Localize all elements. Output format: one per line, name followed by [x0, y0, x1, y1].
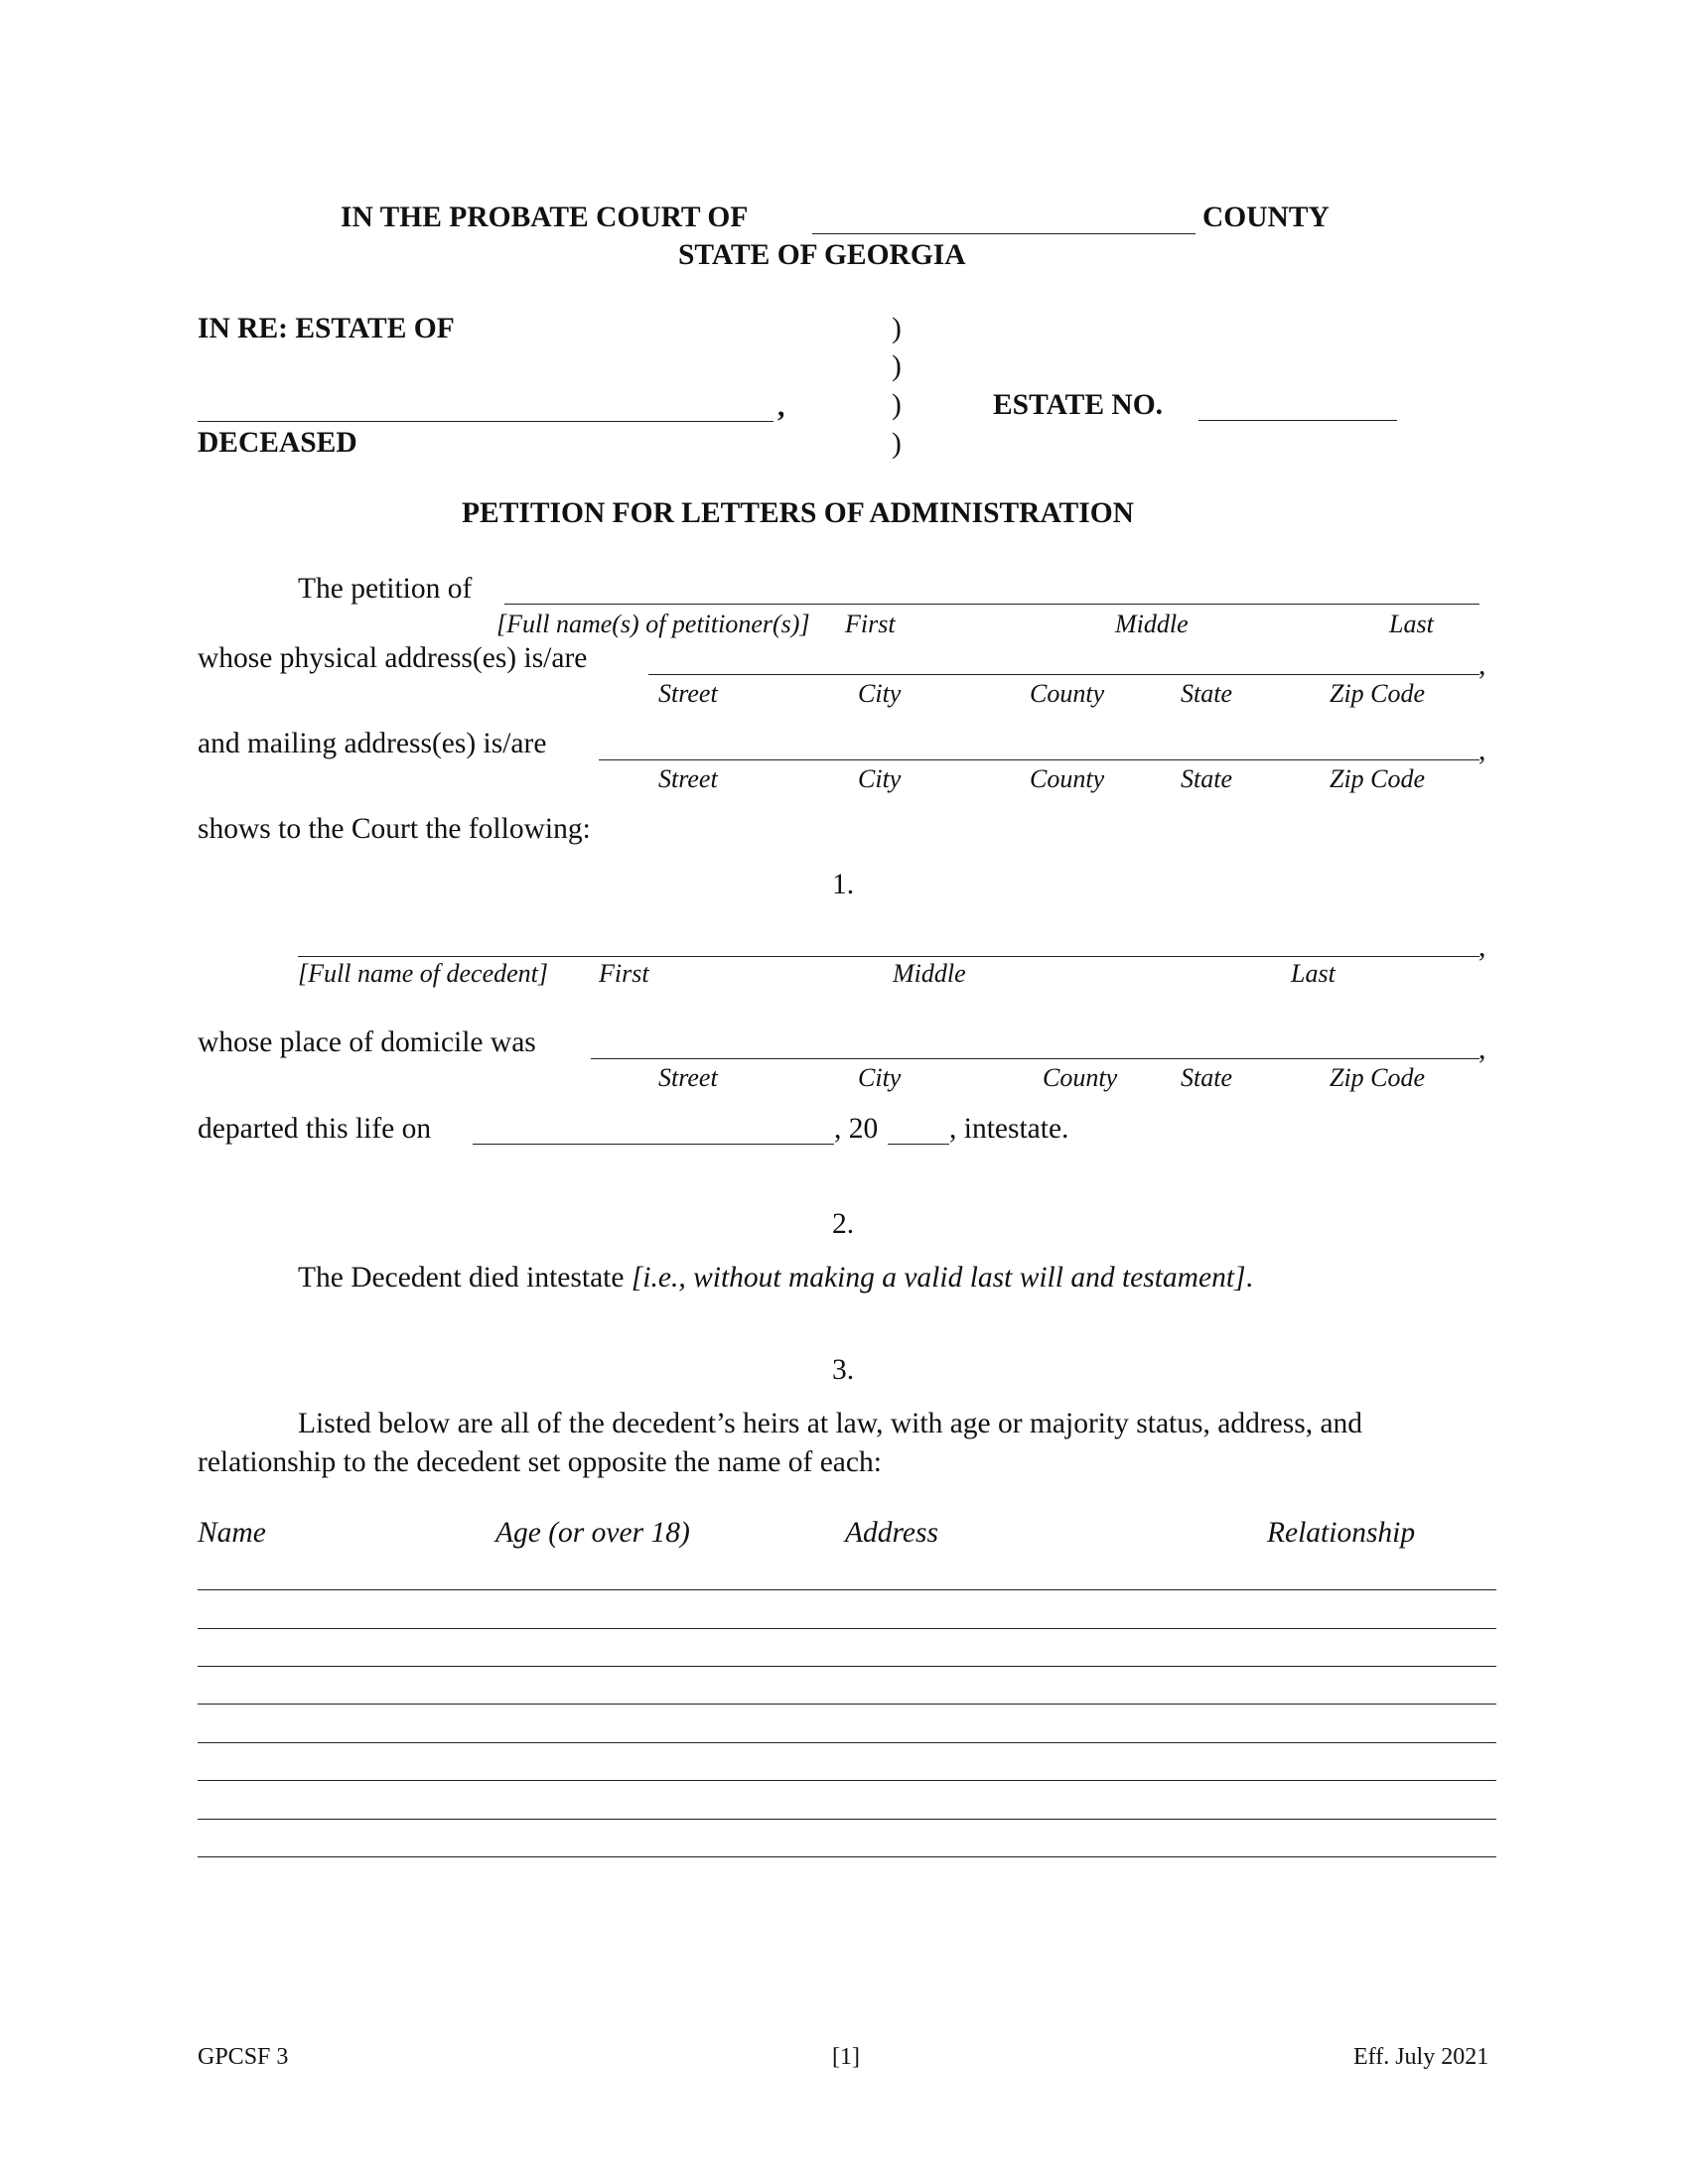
decedent-name-field[interactable]	[298, 956, 1479, 957]
estate-no-field[interactable]	[1198, 420, 1397, 421]
caption-comma: ,	[777, 391, 785, 423]
document-title: PETITION FOR LETTERS OF ADMINISTRATION	[462, 497, 1134, 529]
state-label: State	[1181, 1063, 1232, 1092]
street-label: Street	[658, 679, 718, 708]
state-title: STATE OF GEORGIA	[678, 239, 966, 271]
city-label: City	[858, 1063, 902, 1092]
physical-address-field[interactable]	[648, 674, 1479, 675]
death-date-field[interactable]	[473, 1144, 834, 1145]
intestate-suffix: , intestate.	[949, 1113, 1069, 1145]
in-re-label: IN RE: ESTATE OF	[198, 313, 455, 344]
petitioner-name-label: [Full name(s) of petitioner(s)]	[496, 610, 810, 638]
caption-paren: )	[892, 350, 902, 382]
court-suffix: COUNTY	[1202, 202, 1330, 233]
street-label: Street	[658, 1063, 718, 1092]
estate-no-label: ESTATE NO.	[993, 389, 1164, 421]
decedent-last-label: Last	[1291, 959, 1336, 988]
petitioner-middle-label: Middle	[1115, 610, 1189, 638]
form-id: GPCSF 3	[198, 2044, 289, 2070]
court-prefix: IN THE PROBATE COURT OF	[341, 202, 749, 233]
heir-entry-line[interactable]	[198, 1780, 1496, 1781]
street-label: Street	[658, 764, 718, 793]
heir-entry-line[interactable]	[198, 1704, 1496, 1705]
mailing-comma: ,	[1478, 735, 1486, 766]
section-2-statement: The Decedent died intestate	[298, 1262, 625, 1294]
zip-label: Zip Code	[1330, 1063, 1426, 1092]
domicile-field[interactable]	[591, 1058, 1479, 1059]
heir-entry-line[interactable]	[198, 1628, 1496, 1629]
departed-label: departed this life on	[198, 1113, 432, 1145]
section-1-number: 1.	[832, 869, 855, 900]
state-label: State	[1181, 679, 1232, 708]
year-prefix: , 20	[834, 1113, 879, 1145]
heir-entry-line[interactable]	[198, 1856, 1496, 1857]
mailing-address-label: and mailing address(es) is/are	[198, 728, 547, 759]
decedent-caption-name-field[interactable]	[198, 421, 774, 422]
heir-entry-line[interactable]	[198, 1819, 1496, 1820]
county-name-field[interactable]	[812, 233, 1196, 234]
section-2-clarification: [i.e., without making a valid last will and testament]	[631, 1262, 1246, 1294]
section-2-text	[298, 1264, 1253, 1294]
deceased-label: DECEASED	[198, 427, 357, 459]
heirs-column-address: Address	[845, 1517, 938, 1549]
zip-label: Zip Code	[1330, 764, 1426, 793]
petitioner-name-field[interactable]	[504, 604, 1479, 605]
petition-of-label: The petition of	[298, 573, 473, 605]
domicile-comma: ,	[1478, 1033, 1486, 1065]
heir-entry-line[interactable]	[198, 1589, 1496, 1590]
section-3-line-2: relationship to the decedent set opposite the name of each:	[198, 1446, 882, 1478]
section-3-line-1: Listed below are all of the decedent’s heirs at law, with age or majority status, address, and	[298, 1408, 1363, 1439]
caption-paren: )	[892, 428, 902, 460]
county-label: County	[1030, 679, 1105, 708]
county-label: County	[1030, 764, 1105, 793]
decedent-comma: ,	[1478, 931, 1486, 963]
petitioner-last-label: Last	[1389, 610, 1434, 638]
section-2-period: .	[1245, 1262, 1253, 1294]
caption-paren: )	[892, 389, 902, 421]
heirs-column-relationship: Relationship	[1267, 1517, 1416, 1549]
petitioner-first-label: First	[845, 610, 896, 638]
death-year-field[interactable]	[888, 1144, 949, 1145]
zip-label: Zip Code	[1330, 679, 1426, 708]
page-number: [1]	[832, 2044, 860, 2070]
heir-entry-line[interactable]	[198, 1666, 1496, 1667]
physical-address-label: whose physical address(es) is/are	[198, 642, 588, 674]
physical-comma: ,	[1478, 649, 1486, 681]
section-3-number: 3.	[832, 1354, 855, 1386]
city-label: City	[858, 679, 902, 708]
decedent-name-label: [Full name of decedent]	[298, 959, 548, 988]
section-2-number: 2.	[832, 1208, 855, 1240]
shows-to-court-text: shows to the Court the following:	[198, 813, 591, 845]
effective-date: Eff. July 2021	[1353, 2044, 1489, 2070]
caption-paren: )	[892, 313, 902, 344]
heirs-column-age: Age (or over 18)	[495, 1517, 690, 1549]
decedent-middle-label: Middle	[893, 959, 966, 988]
state-label: State	[1181, 764, 1232, 793]
city-label: City	[858, 764, 902, 793]
domicile-label: whose place of domicile was	[198, 1026, 536, 1058]
county-label: County	[1043, 1063, 1118, 1092]
heir-entry-line[interactable]	[198, 1742, 1496, 1743]
decedent-first-label: First	[599, 959, 649, 988]
heirs-column-name: Name	[198, 1517, 266, 1549]
mailing-address-field[interactable]	[599, 759, 1479, 760]
